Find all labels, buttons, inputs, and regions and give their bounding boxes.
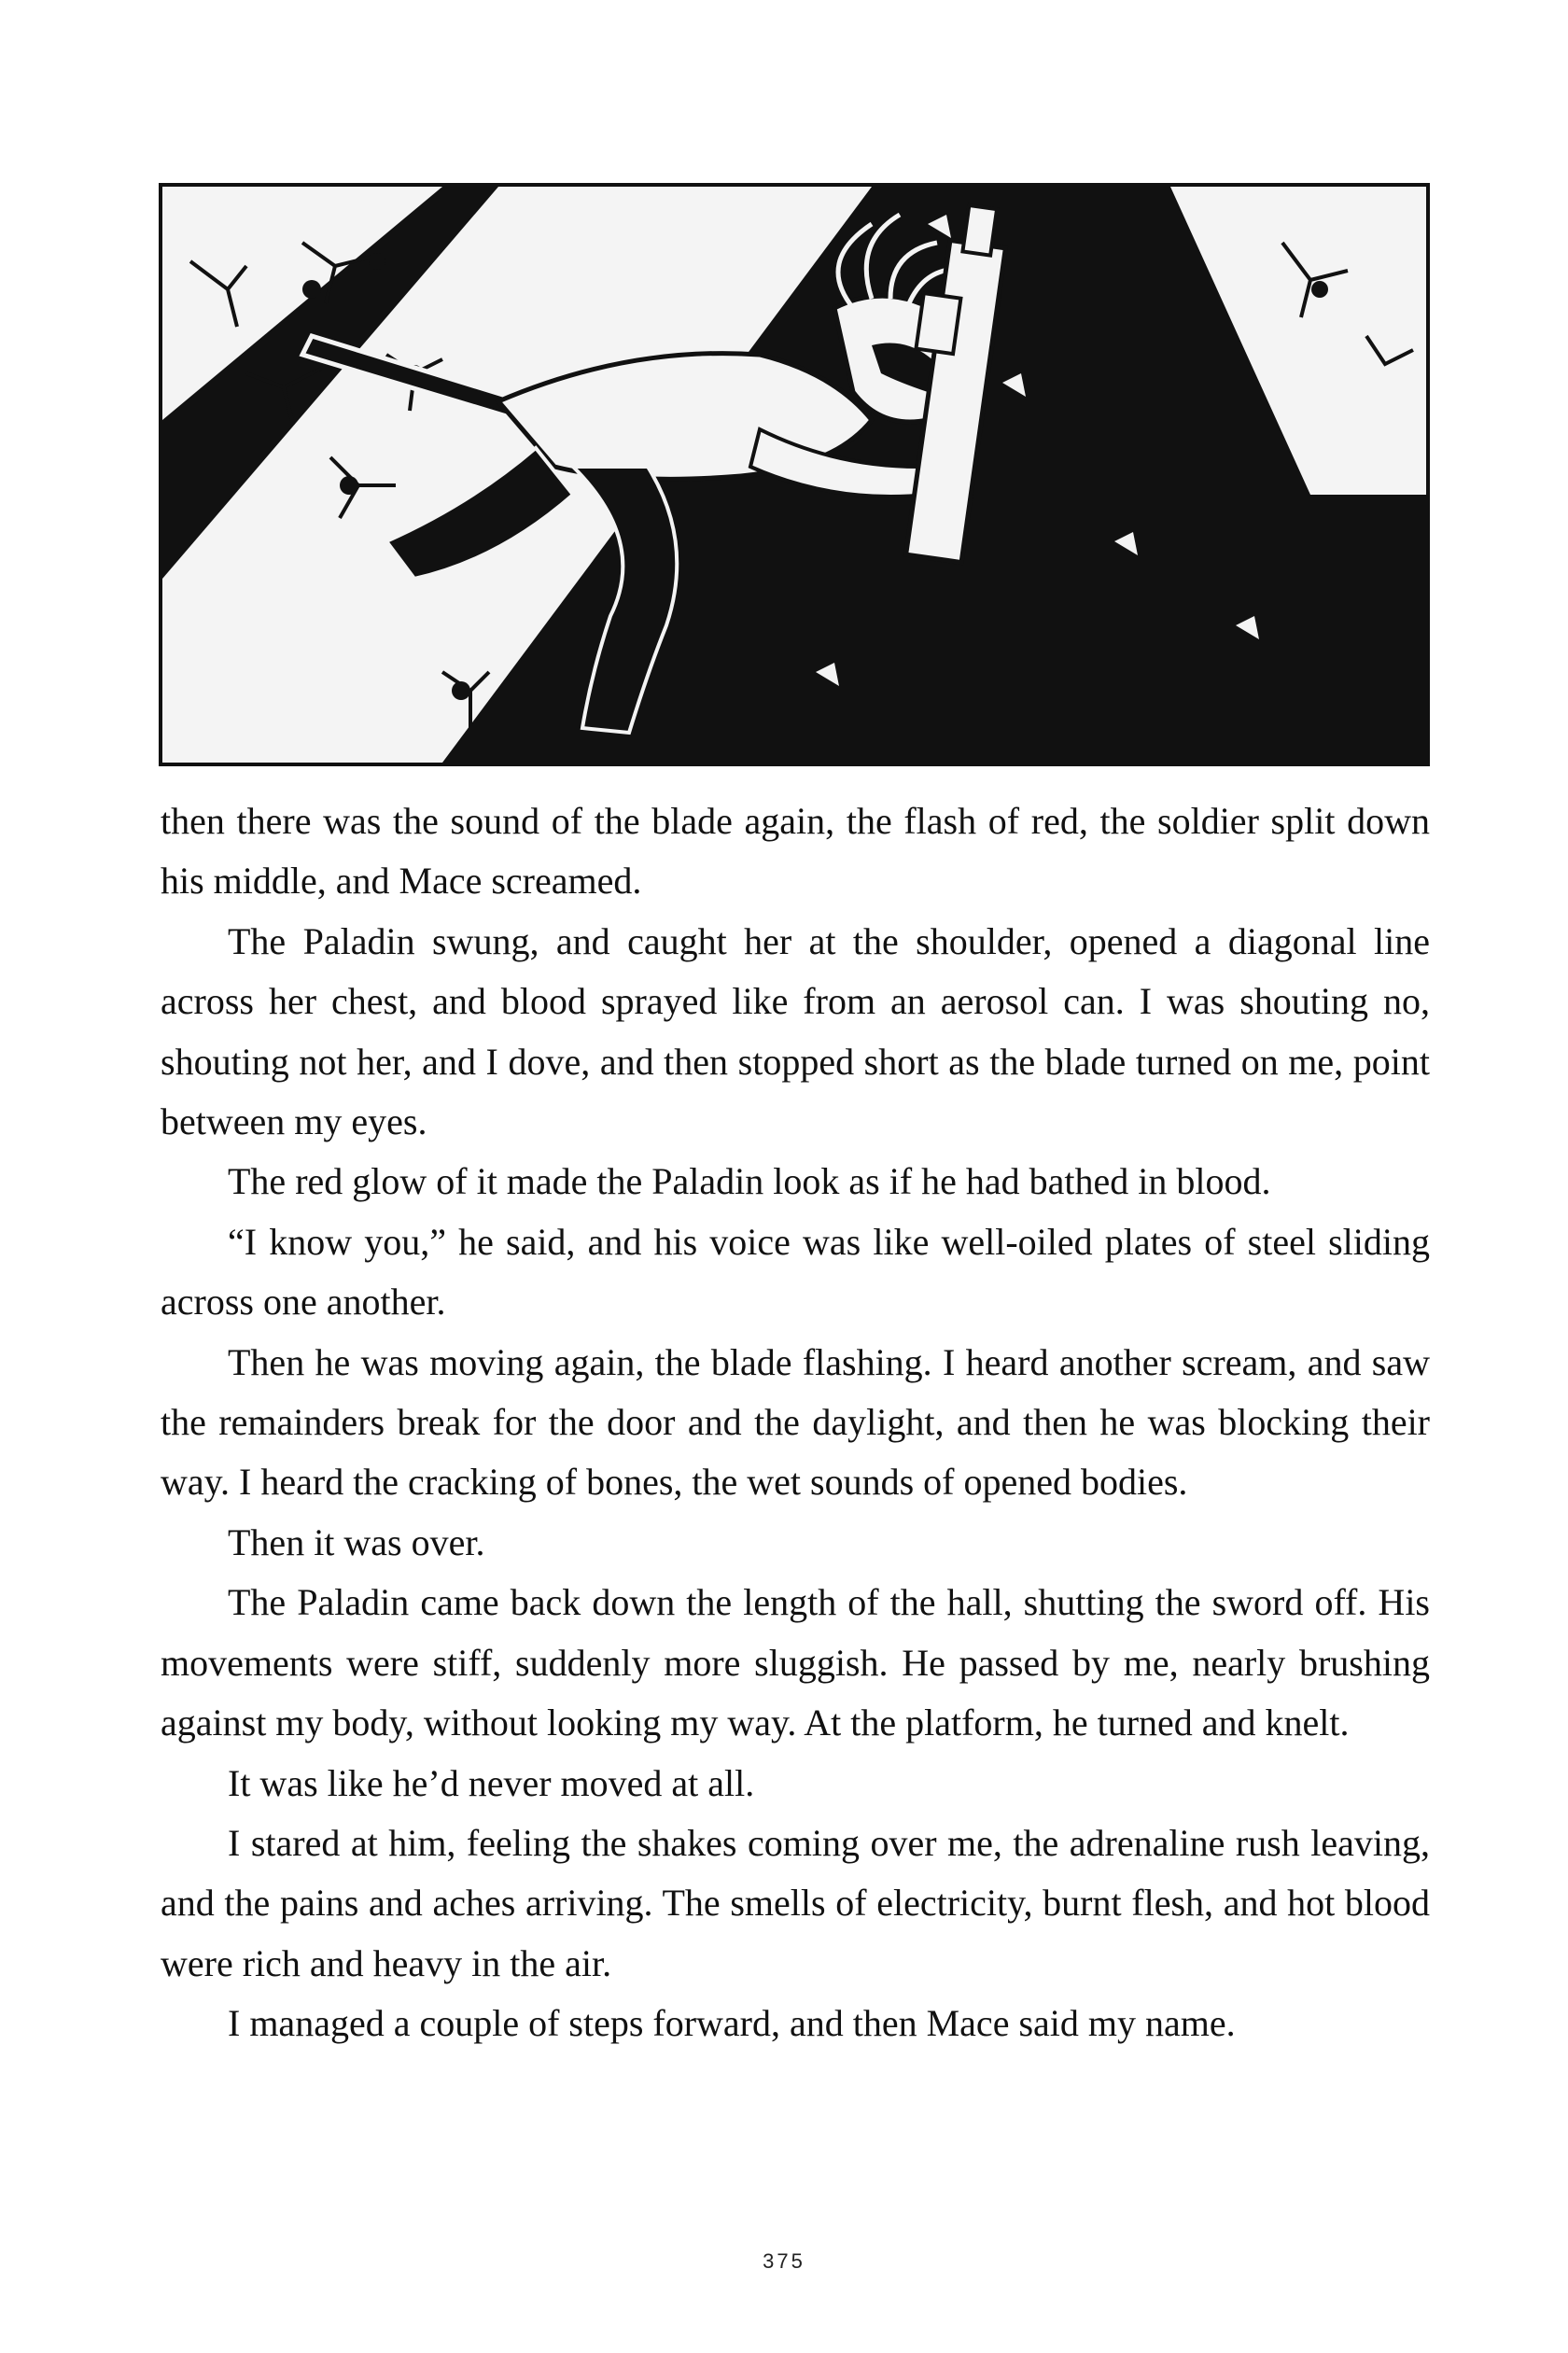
paragraph: The Paladin swung, and caught her at the shoulder, opened a diagonal line across her chest, and blood sprayed like from an aerosol can. I was shouting no, shouting not her, and I dove, and then stopped short as the blade turned on me, point between my eyes.: [161, 919, 1430, 1143]
body-text: [161, 791, 1430, 2054]
paragraph: I stared at him, feeling the shakes coming over me, the adrenaline rush leaving, and the pains and aches arriving. The smells of electricity, burnt flesh, and hot blood were rich and heavy in the air.: [161, 1821, 1430, 1984]
paragraph: then there was the sound of the blade again, the flash of red, the soldier split down his middle, and Mace screamed.: [161, 800, 1430, 903]
comic-illustration-icon: [162, 187, 1426, 763]
paragraph: It was like he’d never moved at all.: [228, 1761, 755, 1804]
chapter-illustration: [159, 183, 1430, 766]
paragraph: Then he was moving again, the blade flashing. I heard another scream, and saw the remainders break for the door and the daylight, and then he was blocking their way. I heard the cracking of bones, the wet sounds of opened bodies.: [161, 1340, 1430, 1504]
paragraph: I managed a couple of steps forward, and then Mace said my name.: [228, 2002, 1236, 2045]
paragraph: “I know you,” he said, and his voice was like well-oiled plates of steel sliding across one another.: [161, 1220, 1430, 1324]
paragraph: The red glow of it made the Paladin look as if he had bathed in blood.: [228, 1160, 1271, 1203]
paragraph: The Paladin came back down the length of the hall, shutting the sword off. His movements were stiff, suddenly more sluggish. He passed by me, nearly brushing against my body, without looking my way. At the platform, he turned and knelt.: [161, 1581, 1430, 1744]
page-number: 375: [763, 2249, 805, 2273]
paragraph: Then it was over.: [228, 1520, 485, 1563]
